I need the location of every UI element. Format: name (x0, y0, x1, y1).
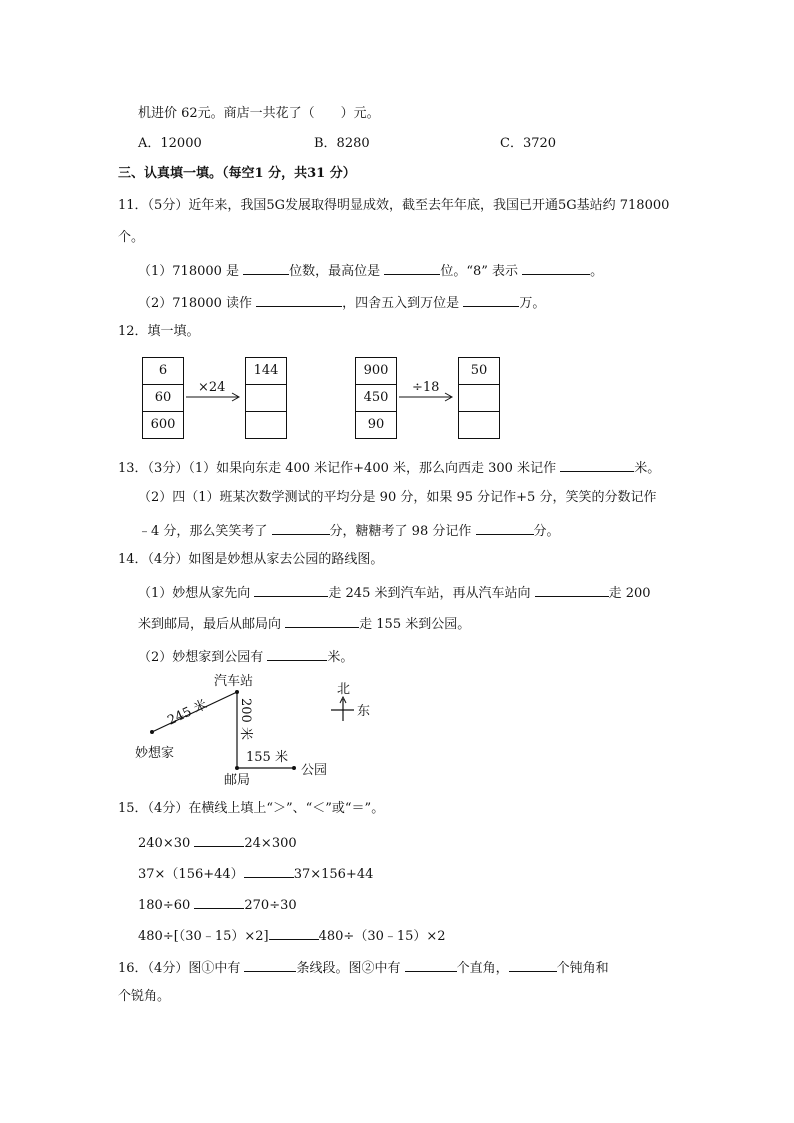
q15-row1: 240×30 24×300 (138, 832, 297, 853)
bus-station-label: 汽车站 (214, 674, 254, 689)
q14-route-map (130, 668, 390, 788)
answer-blank[interactable] (269, 925, 319, 940)
q10-stem-tail: 机进价 62元。商店一共花了（ ）元。 (138, 106, 380, 121)
home-point (150, 730, 154, 734)
q12-title: 12．填一填。 (118, 324, 200, 339)
answer-blank[interactable] (243, 260, 289, 275)
q16-stem-cont: 个锐角。 (118, 989, 171, 1004)
table-cell: 450 (356, 385, 396, 412)
answer-blank[interactable] (476, 520, 534, 535)
q11-part2: （2）718000 读作 ，四舍五入到万位是 万。 (138, 292, 545, 313)
bus-station-point (235, 690, 239, 694)
answer-blank[interactable] (244, 957, 296, 972)
answer-blank[interactable] (256, 292, 342, 307)
answer-blank[interactable] (560, 457, 634, 472)
table-cell: 600 (150, 417, 176, 432)
q15-row3: 180÷60 270÷30 (138, 894, 297, 915)
q14-part1: （1）妙想从家先向 走 245 米到汽车站，再从汽车站向 走 200 (138, 582, 651, 603)
park-label: 公园 (301, 763, 328, 778)
answer-cell[interactable] (246, 385, 286, 412)
q12-left-output-table (245, 357, 287, 439)
answer-cell[interactable] (459, 385, 499, 412)
answer-blank[interactable] (384, 260, 440, 275)
q10-option-a[interactable]: A．12000 (138, 136, 202, 151)
q12-left-input-table (142, 357, 184, 439)
q15-row4: 480÷[（30﹣15）×2] 480÷（30﹣15）×2 (138, 925, 446, 946)
q15-row2: 37×（156+44） 37×156+44 (138, 863, 373, 884)
answer-blank[interactable] (285, 613, 359, 628)
answer-blank[interactable] (509, 957, 557, 972)
q14-part1-cont: 米到邮局，最后从邮局向 走 155 米到公园。 (138, 613, 470, 634)
park-point (292, 766, 296, 770)
table-cell: 144 (246, 358, 286, 385)
answer-blank[interactable] (254, 582, 328, 597)
home-label: 妙想家 (135, 746, 175, 761)
q11-stem-cont: 个。 (118, 230, 145, 245)
q14-part2: （2）妙想家到公园有 米。 (138, 646, 353, 667)
table-cell: 90 (367, 417, 385, 432)
q11-stem: 11．（5分）近年来，我国5G发展取得明显成效，截至去年年底，我国已开通5G基站约 718000 (118, 198, 670, 213)
answer-cell[interactable] (246, 412, 286, 438)
compass-north-label: 北 (337, 682, 351, 697)
answer-blank[interactable] (194, 832, 244, 847)
post-office-point (235, 766, 239, 770)
answer-blank[interactable] (272, 520, 330, 535)
table-cell: 6 (143, 358, 183, 385)
segment-label-155: 155 米 (246, 750, 288, 765)
table-cell: 50 (459, 358, 499, 385)
answer-cell[interactable] (459, 412, 499, 438)
answer-blank[interactable] (405, 957, 457, 972)
q11-part1: （1）718000 是 位数，最高位是 位。“8” 表示 。 (138, 260, 603, 281)
table-cell: 60 (143, 385, 183, 412)
q13-part2-cont: ﹣4 分，那么笑笑考了 分，糖糖考了 98 分记作 分。 (138, 520, 560, 541)
post-office-label: 邮局 (224, 773, 251, 788)
answer-blank[interactable] (463, 292, 519, 307)
segment-label-200: 200 米 (238, 698, 253, 740)
q16-stem: 16．（4分）图①中有 条线段。图②中有 个直角， 个钝角和 (118, 957, 609, 978)
answer-blank[interactable] (535, 582, 609, 597)
q12-right-input-table (355, 357, 397, 439)
q15-stem: 15．（4分）在横线上填上“＞”、“＜”或“＝”。 (118, 801, 385, 816)
answer-blank[interactable] (244, 863, 294, 878)
q13-part1: 13．（3分）（1）如果向东走 400 米记作+400 米，那么向西走 300 米记作 米。 (118, 457, 660, 478)
answer-blank[interactable] (267, 646, 327, 661)
answer-blank[interactable] (194, 894, 244, 909)
q13-part2: （2）四（1）班某次数学测试的平均分是 90 分，如果 95 分记作+5 分，笑笑的分数记作 (138, 490, 657, 505)
q12-left-operator: ×24 (198, 380, 226, 395)
q12-right-operator: ÷18 (412, 380, 440, 395)
q14-stem: 14．（4分）如图是妙想从家去公园的路线图。 (118, 552, 384, 567)
q12-right-output-table (458, 357, 500, 439)
compass-east-label: 东 (357, 704, 371, 719)
table-cell: 900 (356, 358, 396, 385)
section-3-title: 三、认真填一填。（每空1 分，共31 分） (118, 166, 356, 181)
answer-blank[interactable] (522, 260, 590, 275)
q10-option-b[interactable]: B．8280 (314, 136, 370, 151)
q10-option-c[interactable]: C．3720 (500, 136, 557, 151)
segment-label-245: 245 米 (165, 697, 210, 729)
